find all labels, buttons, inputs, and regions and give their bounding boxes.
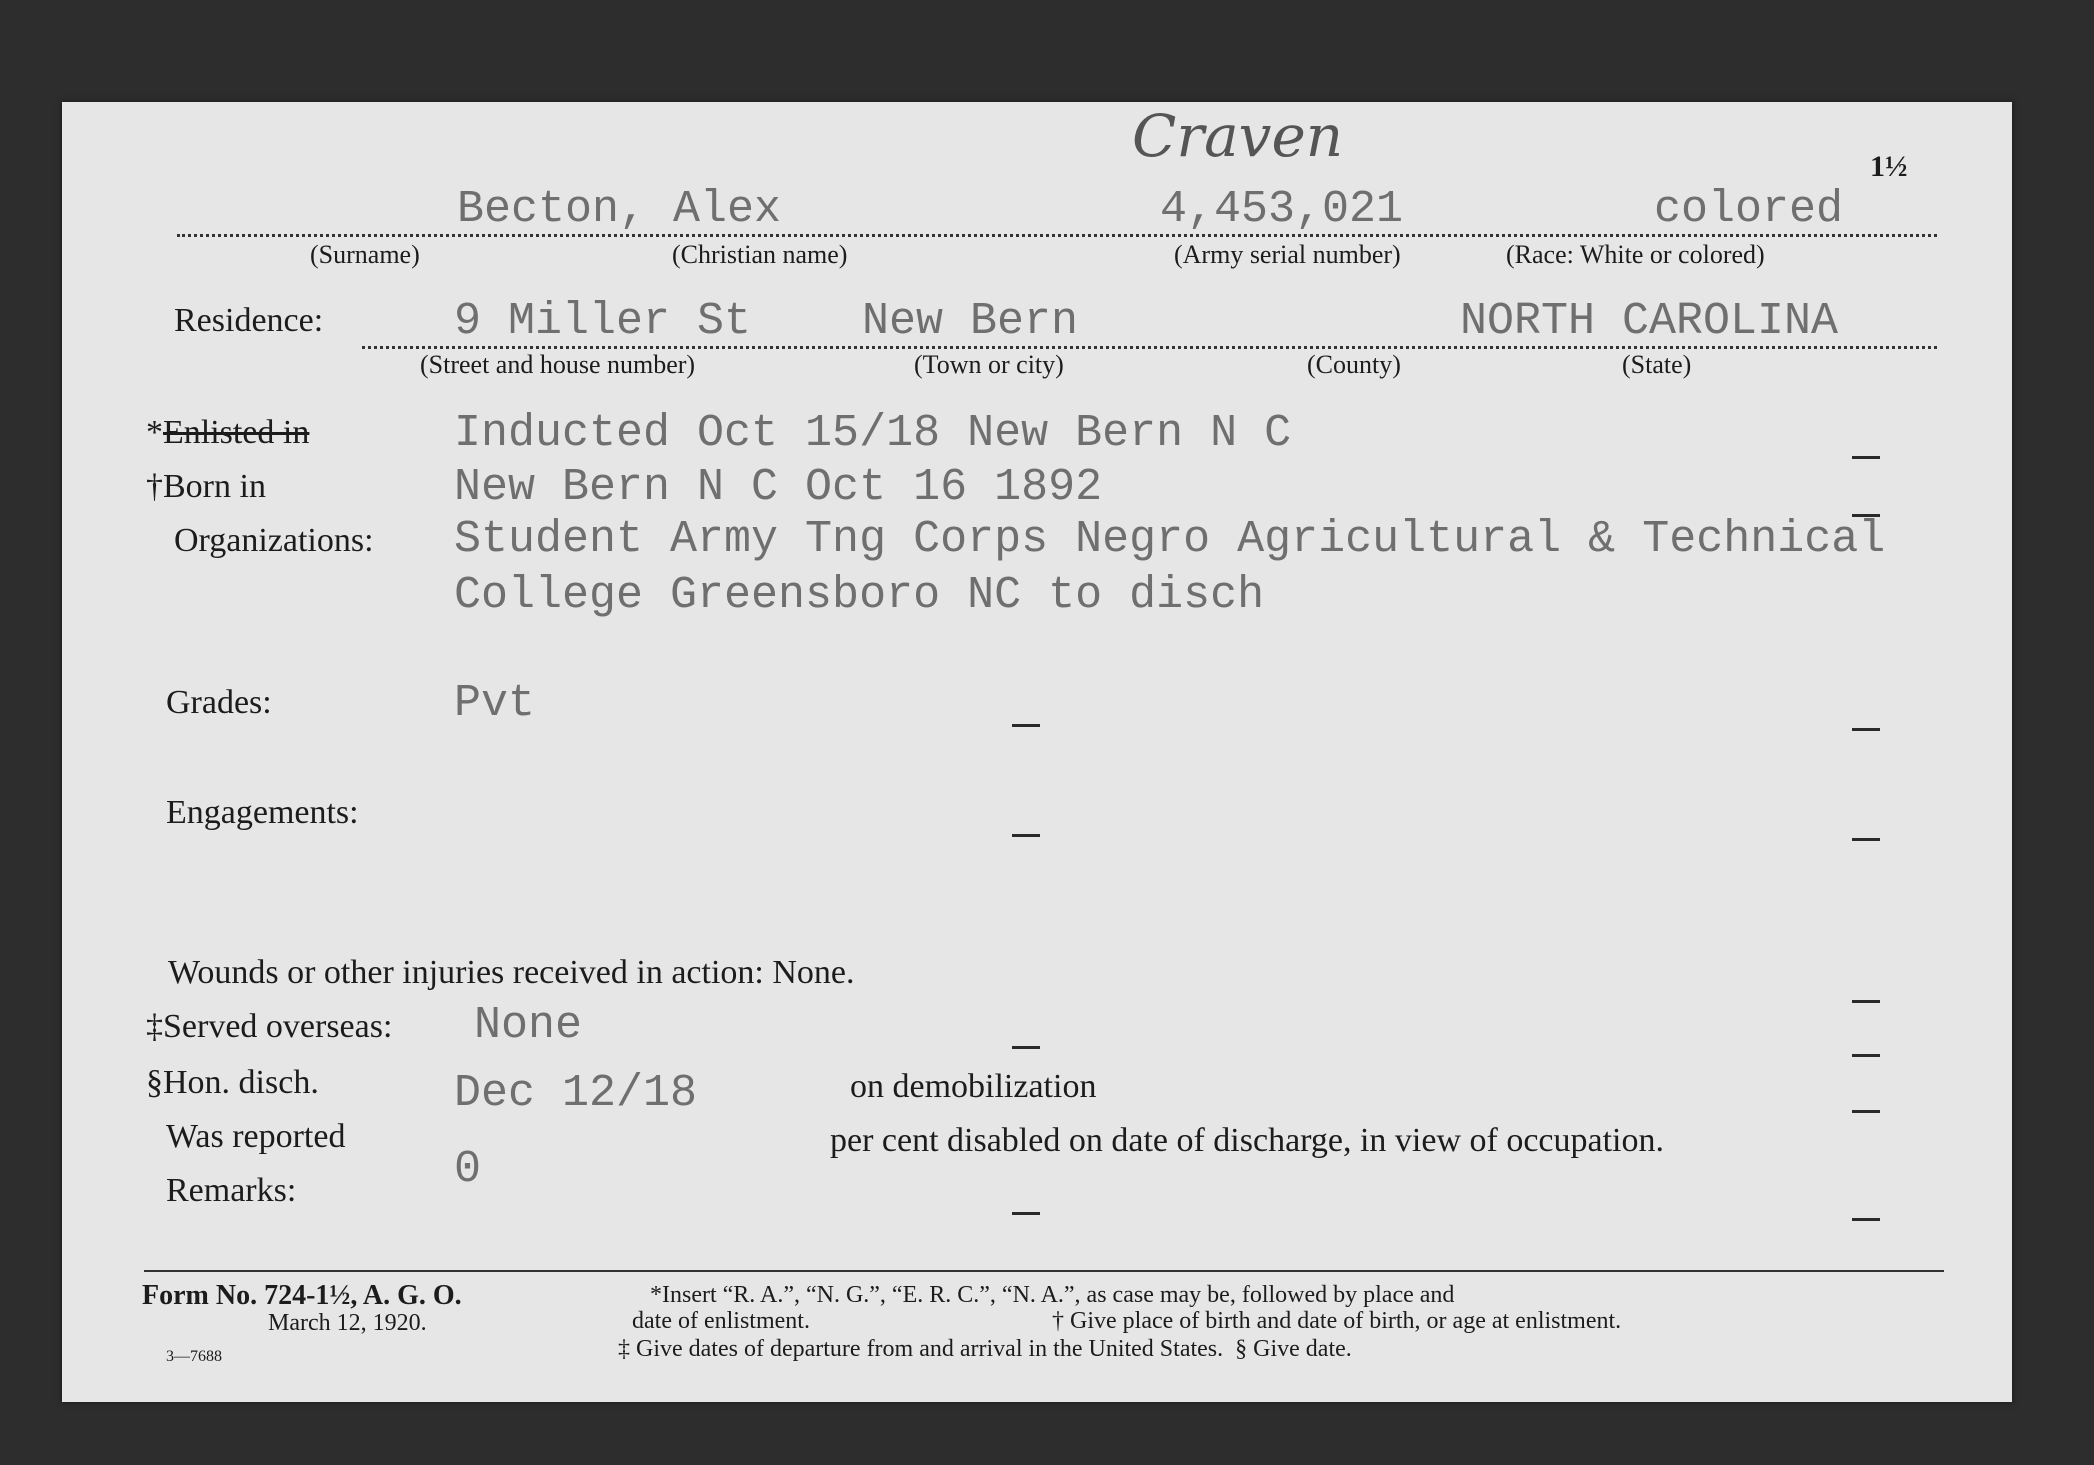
enlisted-mark: *	[146, 414, 163, 451]
town-value: New Bern	[862, 296, 1079, 347]
dash	[1852, 1000, 1880, 1003]
grades-label: Grades:	[166, 684, 272, 721]
born-mark: †	[146, 468, 163, 505]
dash	[1852, 1054, 1880, 1057]
overseas-value: None	[474, 1000, 583, 1051]
race-value: colored	[1654, 184, 1844, 235]
discharge-value: Dec 12/18	[454, 1068, 698, 1119]
footnote-insert: *Insert “R. A.”, “N. G.”, “E. R. C.”, “N. A.”, as case may be, followed by place and	[650, 1282, 1455, 1308]
state-value: NORTH CAROLINA	[1460, 296, 1839, 347]
residence-label: Residence:	[174, 302, 324, 339]
serial-value: 4,453,021	[1160, 184, 1404, 235]
residence-row-line	[362, 346, 1937, 349]
print-code: 3—7688	[166, 1348, 222, 1365]
surname-caption: (Surname)	[310, 240, 420, 269]
born-label-text: Born in	[163, 468, 266, 505]
service-record-card	[62, 102, 2012, 1402]
organizations-label: Organizations:	[174, 522, 374, 559]
overseas-mark: ‡	[146, 1008, 163, 1045]
discharge-mark: §	[146, 1064, 163, 1101]
race-caption: (Race: White or colored)	[1506, 240, 1765, 269]
form-number: Form No. 724-1½, A. G. O.	[142, 1280, 462, 1311]
organizations-value-line2: College Greensboro NC to disch	[454, 570, 1265, 621]
overseas-label	[146, 1008, 392, 1046]
born-label	[146, 468, 266, 506]
reported-label: Was reported	[166, 1118, 346, 1155]
dash	[1012, 724, 1040, 727]
dash	[1852, 456, 1880, 459]
town-caption: (Town or city)	[914, 350, 1064, 379]
form-date: March 12, 1920.	[268, 1310, 427, 1336]
discharge-suffix: on demobilization	[850, 1068, 1097, 1105]
overseas-label-text: Served overseas:	[163, 1008, 393, 1045]
christian-caption: (Christian name)	[672, 240, 848, 269]
footnote-born: † Give place of birth and date of birth, or age at enlistment.	[1052, 1308, 1622, 1334]
dash	[1012, 834, 1040, 837]
dash	[1852, 838, 1880, 841]
engagements-label: Engagements:	[166, 794, 359, 831]
state-caption: (State)	[1622, 350, 1692, 379]
footnote-discharge: § Give date.	[1235, 1336, 1352, 1362]
dash	[1852, 728, 1880, 731]
enlisted-label	[146, 414, 309, 452]
reported-suffix: per cent disabled on date of discharge, in view of occupation.	[830, 1122, 1664, 1159]
dash	[1852, 1110, 1880, 1113]
born-value: New Bern N C Oct 16 1892	[454, 462, 1103, 513]
discharge-label-text: Hon. disch.	[163, 1064, 319, 1101]
dash	[1012, 1212, 1040, 1215]
remarks-label: Remarks:	[166, 1172, 297, 1209]
footnote-overseas-text: ‡ Give dates of departure from and arrival in the United States.	[618, 1336, 1224, 1362]
wounds-value: None.	[772, 954, 855, 991]
footer-rule	[144, 1270, 1944, 1272]
street-value: 9 Miller St	[454, 296, 752, 347]
county-caption: (County)	[1307, 350, 1401, 379]
surname-value: Becton, Alex	[457, 184, 782, 235]
reported-value: 0	[454, 1144, 482, 1195]
footnote-insert-cont: date of enlistment.	[632, 1308, 810, 1334]
dash	[1012, 1046, 1040, 1049]
name-row-line	[177, 234, 1937, 237]
fraction-mark: 1½	[1870, 150, 1908, 183]
dash	[1852, 1218, 1880, 1221]
wounds-label	[168, 954, 855, 992]
organizations-value-line1: Student Army Tng Corps Negro Agricultural & Technical	[454, 514, 1886, 565]
discharge-label	[146, 1064, 319, 1102]
street-caption: (Street and house number)	[420, 350, 696, 379]
footnote-overseas	[618, 1336, 1352, 1363]
wounds-label-text: Wounds or other injuries received in action:	[168, 954, 764, 991]
handwritten-county-note: Craven	[1132, 102, 1344, 170]
grades-value: Pvt	[454, 678, 536, 729]
serial-caption: (Army serial number)	[1174, 240, 1401, 269]
enlisted-label-text: Enlisted in	[163, 414, 310, 451]
enlisted-value: Inducted Oct 15/18 New Bern N C	[454, 408, 1292, 459]
